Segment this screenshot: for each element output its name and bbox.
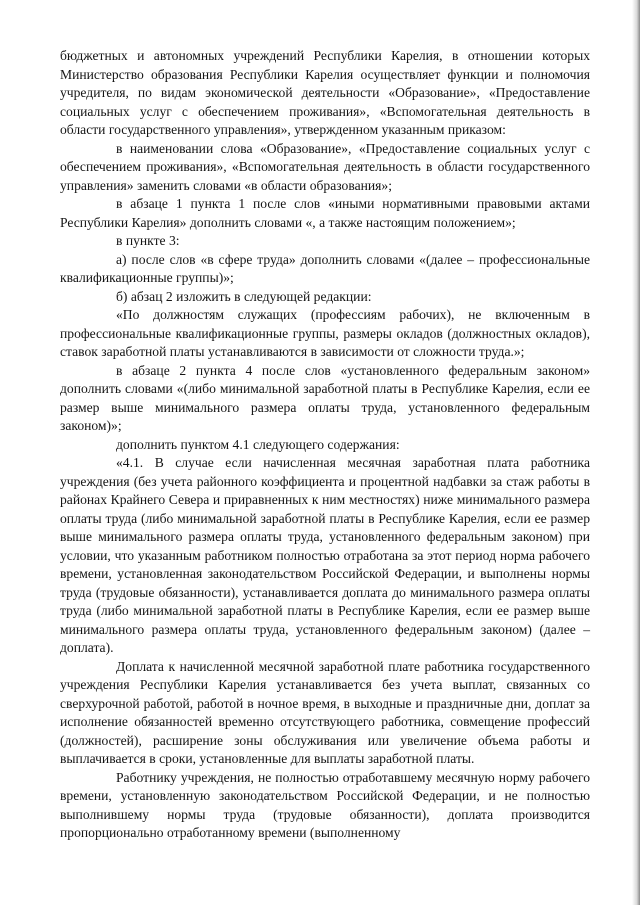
paragraph-4-1-text: «4.1. В случае если начисленная месячная заработная плата работника учреждения (без учета районного коэффициента и процентной надбавки за стаж работы в районах Крайнего Севера и приравненных к ним местностях) ниже минимального размера оплаты труда (либо минимальной заработной платы в Республике Карелия, если ее размер выше минимального размера оплаты труда, установленного федеральным законом) при условии, что указанным работником полностью отработана за этот период норма рабочего времени, установленная законодательством Российской Федерации, и выполнены нормы труда (трудовые обязанности), устанавливается доплата до минимального размера оплаты труда (либо минимальной заработной платы в Республике Карелия, если ее размер выше минимального размера оплаты труда, установленного федеральным законом) (далее – доплата). (60, 455, 590, 655)
paragraph-item-3-heading: в пункте 3: (116, 233, 180, 248)
paragraph-naming-change: в наименовании слова «Образование», «Предоставление социальных услуг с обеспечением проживания», «Вспомогательная деятельность в области государственного управления» заменить словами «в области образования»; (60, 140, 590, 193)
paragraph-item-1-change: в абзаце 1 пункта 1 после слов «иными нормативными правовыми актами Республики Карелия» дополнить словами «, а также настоящим положением»; (60, 196, 590, 230)
scan-edge-shadow (632, 0, 640, 905)
paragraph-intro: бюджетных и автономных учреждений Республики Карелия, в отношении которых Министерство образования Республики Карелия осуществляет функции и полномочия учредителя, по видам экономической деятельности «Образование», «Предоставление социальных услуг с обеспечением проживания», «Вспомогательная деятельность в области государственного управления», утвержденном указанным приказом: (60, 48, 590, 137)
paragraph-add-4-1: дополнить пунктом 4.1 следующего содержания: (116, 436, 400, 452)
paragraph-doplata: Доплата к начисленной месячной заработной плате работника государственного учреждения Республики Карелия устанавливается без учета выплат, связанных со сверхурочной работой, работой в ночное время, в выходные и праздничные дни, доплат за исполнение обязанностей временно отсутствующего работника, совмещение профессий (должностей), расширение зоны обслуживания или увеличение объема работы и выплачивается в сроки, установленные для выплаты заработной платы. (60, 658, 590, 766)
document-body (60, 47, 590, 843)
paragraph-item-3b: б) абзац 2 изложить в следующей редакции: (116, 288, 372, 304)
paragraph-item-3b-text: «По должностям служащих (профессиям рабочих), не включенным в профессиональные квалификационные группы, размеры окладов (должностных окладов), ставок заработной платы устанавливаются в зависимости от сложности труда.»; (60, 307, 590, 359)
paragraph-item-3a: а) после слов «в сфере труда» дополнить словами «(далее – профессиональные квалификационные группы)»; (60, 251, 590, 285)
paragraph-partial-time: Работнику учреждения, не полностью отработавшему месячную норму рабочего времени, установленную законодательством Российской Федерации, и не полностью выполнившему нормы труда (трудовые обязанности), доплата производится пропорционально отработанному времени (выполненному (60, 769, 590, 840)
paragraph-item-4-change: в абзаце 2 пункта 4 после слов «установленного федеральным законом» дополнить словами «(либо минимальной заработной платы в Республике Карелия, если ее размер выше минимального размера оплаты труда, установленного федеральным законом)»; (60, 362, 590, 433)
